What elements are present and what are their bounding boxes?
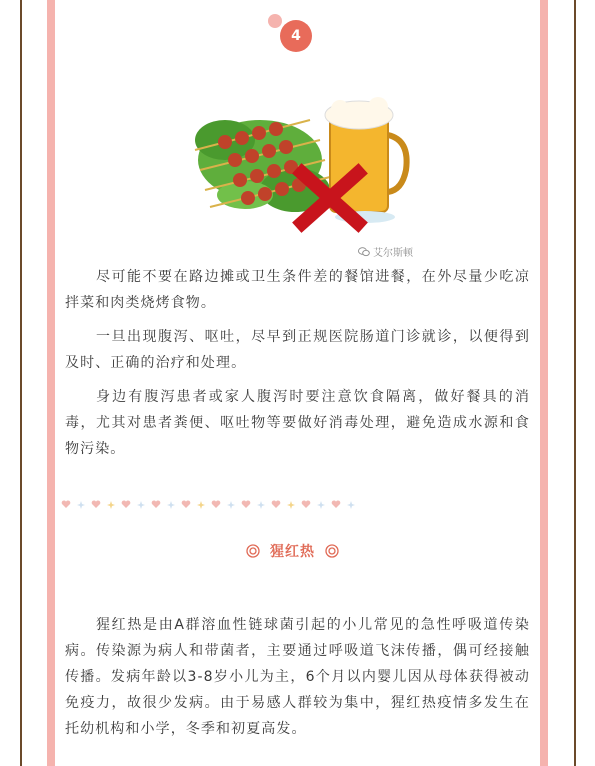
heart-icon (212, 500, 221, 508)
heart-divider-icon (60, 498, 360, 512)
sparkle-icon (77, 501, 85, 509)
sparkle-icon (347, 501, 355, 509)
sparkle-icon (227, 501, 235, 509)
heart-icon (92, 500, 101, 508)
page-number: 4 (280, 20, 312, 52)
sparkle-icon (107, 501, 115, 509)
sparkle-icon (317, 501, 325, 509)
frame-right-line (574, 0, 576, 766)
watermark-text: 艾尔斯顿 (373, 248, 413, 259)
paragraph-1: 尽可能不要在路边摊或卫生条件差的餐馆进餐，在外尽量少吃凉拌菜和肉类烧烤食物。 (65, 269, 530, 311)
bbq-beer-prohibited-image (190, 95, 415, 235)
frame-left-line (20, 0, 22, 766)
heart-icon (242, 500, 251, 508)
heart-icon (302, 500, 311, 508)
heart-icon (152, 500, 161, 508)
badge-dot (268, 14, 282, 28)
heart-icon (332, 500, 341, 508)
watermark (358, 244, 413, 259)
heart-icon (272, 500, 281, 508)
wechat-icon (358, 247, 370, 257)
heart-icon (62, 500, 71, 508)
page-number-badge (262, 14, 318, 54)
heart-icon (122, 500, 131, 508)
heart-icon (182, 500, 191, 508)
ring-icon (246, 544, 260, 558)
frame-left-pink (47, 0, 55, 766)
section-title-text: 猩红热 (270, 544, 315, 560)
sparkle-icon (197, 501, 205, 509)
sparkle-icon (257, 501, 265, 509)
sparkle-icon (167, 501, 175, 509)
frame-right-pink (540, 0, 548, 766)
sparkle-icon (137, 501, 145, 509)
ring-icon (325, 544, 339, 558)
paragraph-3: 身边有腹泻患者或家人腹泻时要注意饮食隔离，做好餐具的消毒，尤其对患者粪便、呕吐物等要做好消毒处理，避免造成水源和食物污染。 (65, 389, 530, 457)
paragraph-2: 一旦出现腹泻、呕吐，尽早到正规医院肠道门诊就诊，以便得到及时、正确的治疗和处理。 (65, 329, 530, 371)
section-title (246, 541, 339, 561)
section-paragraph-1: 猩红热是由A群溶血性链球菌引起的小儿常见的急性呼吸道传染病。传染源为病人和带菌者，主要通过呼吸道飞沫传播，偶可经接触传播。发病年龄以3-8岁小儿为主，6个月以内婴儿因从母体获得被动免疫力，故很少发病。由于易感人群较为集中，猩红热疫情多发生在托幼机构和小学，冬季和初夏高发。 (65, 617, 530, 737)
sparkle-icon (287, 501, 295, 509)
